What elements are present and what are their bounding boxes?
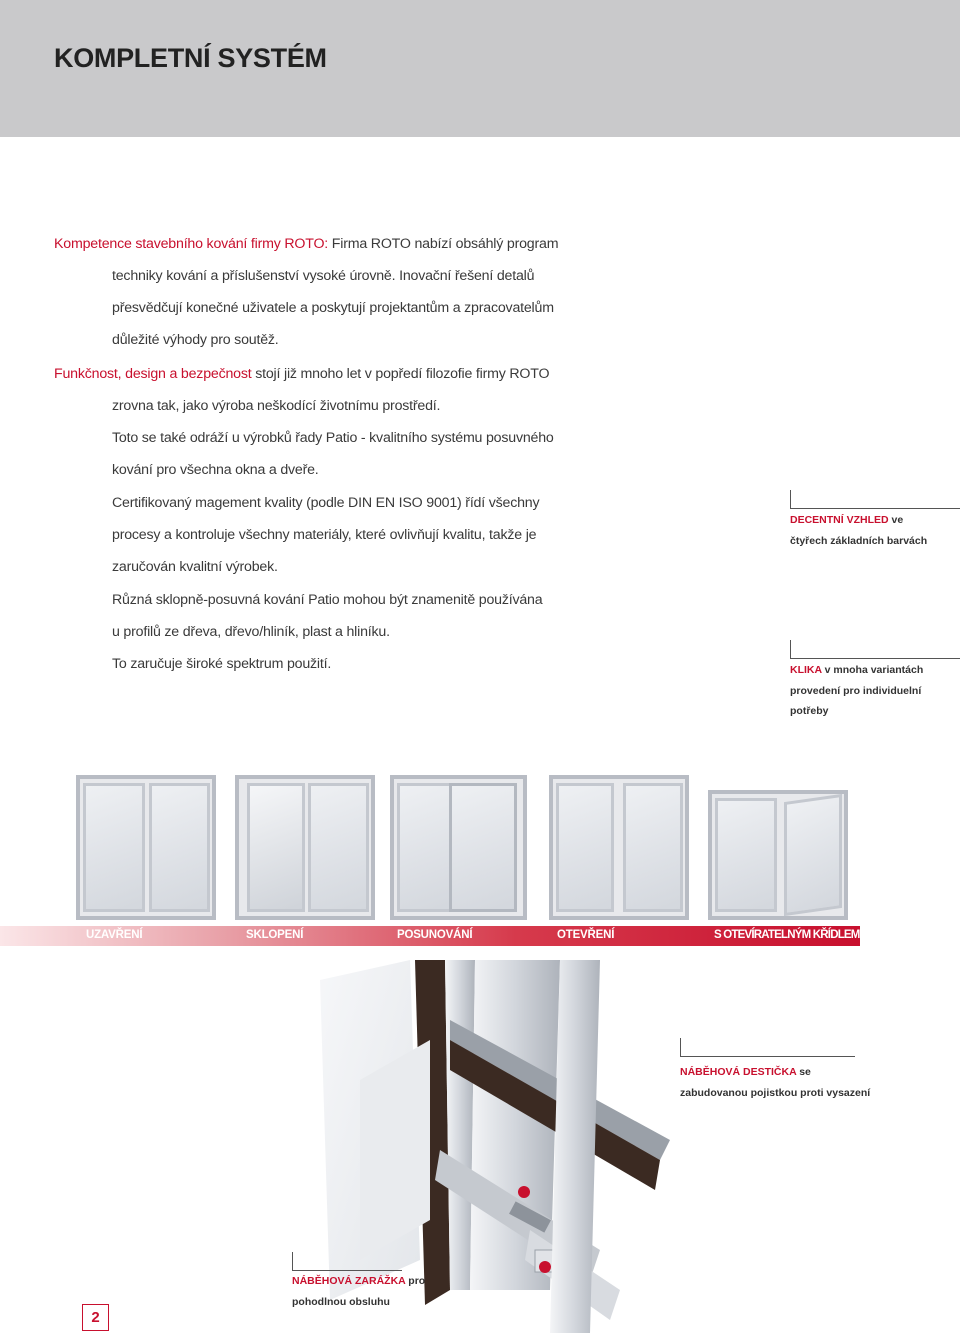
callout-rule bbox=[680, 1056, 855, 1057]
paragraph-text: zrovna tak, jako výroba neškodící životnímu prostředí. bbox=[112, 398, 441, 414]
callout-text: provedení pro individuelní bbox=[790, 684, 922, 697]
mode-label-open-sash: S OTEVÍRATELNÝM KŘÍDLEM bbox=[714, 929, 860, 941]
paragraph-text: zaručován kvalitní výrobek. bbox=[112, 559, 278, 575]
paragraph-highlight: Funkčnost, design a bezpečnost bbox=[54, 366, 252, 382]
page-number: 2 bbox=[82, 1304, 109, 1331]
callout-highlight: NÁBĚHOVÁ ZARÁŽKA bbox=[292, 1275, 406, 1287]
callout-rule bbox=[790, 508, 960, 509]
paragraph-competence bbox=[54, 228, 674, 356]
paragraph-text: Certifikovaný magement kvality (podle DIN EN ISO 9001) řídí všechny bbox=[112, 495, 540, 511]
callout-rule bbox=[790, 658, 960, 659]
paragraph-functionality bbox=[54, 358, 674, 422]
paragraph-profiles bbox=[112, 584, 672, 680]
window-tilt-image bbox=[235, 775, 375, 920]
callout-handle bbox=[790, 660, 960, 722]
window-open-image bbox=[549, 775, 689, 920]
mode-label-closing: UZAVŘENÍ bbox=[86, 929, 143, 941]
paragraph-text: Různá sklopně-posuvná kování Patio mohou být znamenitě používána bbox=[112, 592, 543, 608]
mode-label-tilt: SKLOPENÍ bbox=[246, 929, 304, 941]
window-slide-image bbox=[390, 775, 527, 920]
paragraph-text: stojí již mnoho let v popředí filozofie firmy ROTO bbox=[251, 366, 550, 382]
paragraph-text: procesy a kontroluje všechny materiály, které ovlivňují kvalitu, takže je bbox=[112, 527, 537, 543]
callout-text: v mnoha variantách bbox=[821, 664, 924, 676]
paragraph-patio bbox=[112, 422, 672, 486]
callout-highlight: NÁBĚHOVÁ DESTIČKA bbox=[680, 1066, 797, 1078]
callout-text: zabudovanou pojistkou proti vysazení bbox=[680, 1086, 871, 1099]
callout-highlight: DECENTNÍ VZHLED bbox=[790, 514, 889, 526]
page-title: KOMPLETNÍ SYSTÉM bbox=[54, 43, 327, 73]
mode-label-sliding: POSUNOVÁNÍ bbox=[397, 929, 473, 941]
callout-leader bbox=[790, 640, 791, 658]
paragraph-text: kování pro všechna okna a dveře. bbox=[112, 462, 319, 478]
paragraph-text: přesvědčují konečné uživatele a poskytují projektantům a zpracovatelům bbox=[112, 300, 554, 316]
paragraph-text: Toto se také odráží u výrobků řady Patio - kvalitního systému posuvného bbox=[112, 430, 554, 446]
callout-guide-plate bbox=[680, 1062, 880, 1103]
callout-stop bbox=[292, 1271, 492, 1312]
page-header bbox=[0, 0, 960, 137]
callout-highlight: KLIKA bbox=[790, 664, 822, 676]
callout-text: ve bbox=[888, 514, 904, 526]
callout-leader bbox=[292, 1252, 293, 1270]
callout-text: potřeby bbox=[790, 705, 829, 717]
paragraph-text: Firma ROTO nabízí obsáhlý program bbox=[328, 236, 559, 252]
callout-leader bbox=[790, 490, 791, 508]
callout-text: se bbox=[796, 1066, 811, 1078]
callout-text: pro bbox=[405, 1275, 426, 1287]
paragraph-quality bbox=[112, 487, 672, 583]
mode-label-opening: OTEVŘENÍ bbox=[557, 929, 615, 941]
callout-leader bbox=[680, 1038, 681, 1056]
callout-appearance bbox=[790, 510, 960, 551]
callout-text: pohodlnou obsluhu bbox=[292, 1295, 390, 1308]
callout-text: čtyřech základních barvách bbox=[790, 534, 928, 547]
paragraph-text: techniky kování a příslušenství vysoké úrovně. Inovační řešení detalů bbox=[112, 268, 535, 284]
paragraph-highlight: Kompetence stavebního kování firmy ROTO: bbox=[54, 236, 329, 252]
window-open-sash-image bbox=[708, 790, 848, 920]
paragraph-text: důležité výhody pro soutěž. bbox=[112, 332, 279, 348]
paragraph-text: u profilů ze dřeva, dřevo/hliník, plast a hliníku. bbox=[112, 624, 390, 640]
paragraph-text: To zaručuje široké spektrum použití. bbox=[112, 656, 332, 672]
window-closed-image bbox=[76, 775, 216, 920]
